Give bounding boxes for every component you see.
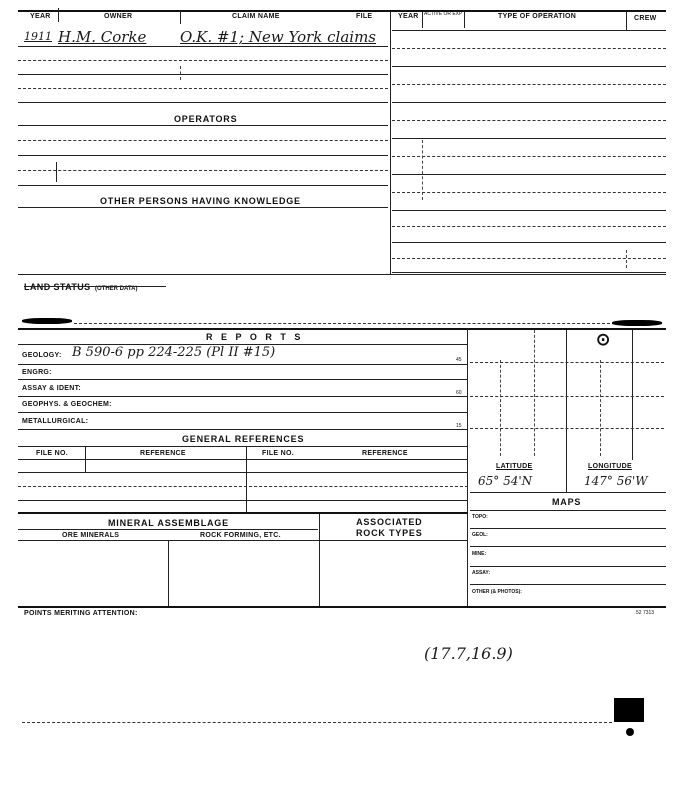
minerals-col-divider xyxy=(168,540,169,606)
metallurgical-label: METALLURGICAL: xyxy=(22,418,89,425)
latitude-label: LATITUDE xyxy=(496,463,533,470)
column-divider xyxy=(390,12,391,274)
reports-row-line xyxy=(18,396,468,397)
coords-note: (17.7,16.9) xyxy=(424,644,513,663)
points-meriting-label: POINTS MERITING ATTENTION: xyxy=(24,610,138,617)
minerals-header-line xyxy=(18,540,468,541)
minerals-col-divider xyxy=(319,514,320,606)
reports-row-line xyxy=(18,429,468,430)
operation-row-line xyxy=(392,174,666,175)
ref-reference-2: REFERENCE xyxy=(362,450,408,457)
row-line xyxy=(18,102,388,103)
grid-line xyxy=(470,362,664,363)
geology-value: B 590-6 pp 224-225 (Pl II #15) xyxy=(72,345,276,360)
header-type-of-operation: TYPE OF OPERATION xyxy=(498,13,577,20)
header-owner: OWNER xyxy=(104,13,133,20)
operation-row-line xyxy=(392,272,666,273)
row-divider xyxy=(56,162,57,182)
land-status-underline xyxy=(24,286,166,287)
ref-file-no-2: FILE NO. xyxy=(262,450,294,457)
operation-col-divider xyxy=(626,250,627,268)
ink-blot xyxy=(612,320,662,326)
row-line xyxy=(18,60,388,61)
row-line xyxy=(18,88,388,89)
header-divider xyxy=(422,12,423,28)
row-line xyxy=(18,155,388,156)
grid-divider xyxy=(500,360,501,456)
references-col-divider xyxy=(85,446,86,472)
grid-divider xyxy=(566,330,567,460)
header-claim-name: CLAIM NAME xyxy=(232,13,280,20)
ink-blot xyxy=(22,318,72,324)
operation-row-line xyxy=(392,156,666,157)
header-divider xyxy=(464,12,465,28)
references-col-divider xyxy=(246,446,247,512)
mineral-assemblage-heading: MINERAL ASSEMBLAGE xyxy=(108,518,229,528)
maps-assay-label: ASSAY: xyxy=(472,570,491,576)
location-bottom-line xyxy=(470,492,666,493)
entry-owner: H.M. Corke xyxy=(58,28,147,46)
references-bottom-line xyxy=(18,512,468,514)
maps-heading: MAPS xyxy=(552,497,582,507)
land-status-title: LAND STATUS xyxy=(24,282,91,292)
operation-row-line xyxy=(392,138,666,139)
grid-mark: ⊙ xyxy=(596,330,611,349)
row-line xyxy=(18,185,388,186)
maps-row-line xyxy=(470,566,666,567)
maps-header-line xyxy=(470,510,666,511)
operation-row-line xyxy=(392,242,666,243)
reports-right-divider xyxy=(467,328,468,606)
side-number: 15 xyxy=(456,423,462,429)
operation-row-line xyxy=(392,258,666,259)
associated-rock-types-heading: ASSOCIATED ROCK TYPES xyxy=(356,517,423,538)
row-line xyxy=(18,140,388,141)
grid-line xyxy=(470,396,664,397)
other-persons-heading: OTHER PERSONS HAVING KNOWLEDGE xyxy=(100,196,301,206)
side-number: 60 xyxy=(456,390,462,396)
ore-minerals-label: ORE MINERALS xyxy=(62,532,120,539)
row-line xyxy=(18,46,388,47)
minerals-header-line xyxy=(18,529,318,530)
references-row-line xyxy=(18,472,468,473)
references-row-line xyxy=(18,486,468,487)
form-number: 52 7313 xyxy=(636,610,655,616)
geophys-label: GEOPHYS. & GEOCHEM: xyxy=(22,401,112,408)
operation-row-line xyxy=(392,192,666,193)
operation-row-line xyxy=(392,66,666,67)
maps-row-line xyxy=(470,584,666,585)
rock-forming-label: ROCK FORMING, ETC. xyxy=(200,532,281,539)
assay-label: ASSAY & IDENT: xyxy=(22,385,82,392)
operation-row-line xyxy=(392,102,666,103)
header-crew: CREW xyxy=(634,15,657,22)
entry-year: 1911 xyxy=(24,30,52,43)
general-references-heading: GENERAL REFERENCES xyxy=(182,434,305,444)
header-divider xyxy=(626,12,627,30)
grid-divider xyxy=(632,330,633,460)
row-line xyxy=(18,74,388,75)
land-status-line xyxy=(18,274,666,275)
maps-row-line xyxy=(470,528,666,529)
operation-row-line xyxy=(392,120,666,121)
operation-row-line xyxy=(392,48,666,49)
side-number: 45 xyxy=(456,357,462,363)
land-status-subtitle: (OTHER DATA) xyxy=(95,286,138,292)
references-row-line xyxy=(18,500,468,501)
maps-topo-label: TOPO: xyxy=(472,514,488,520)
location-divider xyxy=(566,460,567,492)
ink-block xyxy=(614,698,644,722)
maps-row-line xyxy=(470,546,666,547)
grid-divider xyxy=(600,360,601,456)
grid-divider xyxy=(534,330,535,456)
reports-row-line xyxy=(18,412,468,413)
header-active-or-exp: ACTIVE OR EXP xyxy=(424,11,463,17)
latitude-value: 65° 54'N xyxy=(478,474,533,488)
maps-mine-label: MINE: xyxy=(472,551,487,557)
reports-row-line xyxy=(18,364,468,365)
row-line xyxy=(18,125,388,126)
operators-heading: OPERATORS xyxy=(174,114,238,124)
longitude-label: LONGITUDE xyxy=(588,463,632,470)
entry-claim: O.K. #1; New York claims xyxy=(180,28,376,46)
top-border xyxy=(18,10,666,12)
bottom-rule xyxy=(22,722,612,723)
reports-top-border xyxy=(18,328,666,330)
maps-other-label: OTHER (& PHOTOS): xyxy=(472,589,522,595)
reports-heading: R E P O R T S xyxy=(206,332,304,342)
operation-row-line xyxy=(392,84,666,85)
header-year: YEAR xyxy=(30,13,51,20)
ref-file-no-1: FILE NO. xyxy=(36,450,68,457)
header-year-2: YEAR xyxy=(398,13,419,20)
row-line xyxy=(18,170,388,171)
header-file: FILE xyxy=(356,13,373,20)
maps-geol-label: GEOL: xyxy=(472,532,488,538)
longitude-value: 147° 56'W xyxy=(584,474,648,488)
header-divider xyxy=(180,10,181,24)
ink-dot xyxy=(626,728,634,736)
geology-label: GEOLOGY: xyxy=(22,352,62,359)
operation-row-line xyxy=(392,210,666,211)
row-divider xyxy=(180,66,181,80)
row-line xyxy=(18,207,388,208)
header-divider xyxy=(58,8,59,22)
bottom-border xyxy=(18,606,666,608)
grid-line xyxy=(470,428,664,429)
operation-col-divider xyxy=(422,140,423,200)
reports-row-line xyxy=(18,379,468,380)
reports-top-rule xyxy=(74,323,610,324)
operation-row-line xyxy=(392,30,666,31)
operation-row-line xyxy=(392,226,666,227)
engrg-label: ENGRG: xyxy=(22,369,52,376)
ref-reference-1: REFERENCE xyxy=(140,450,186,457)
